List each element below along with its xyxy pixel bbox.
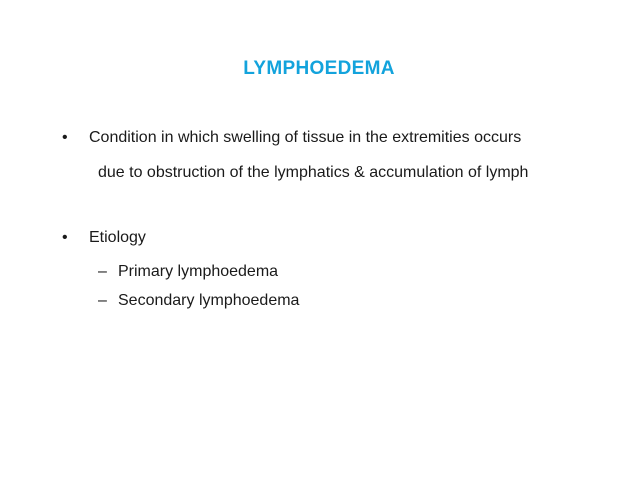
bullet-etiology [62, 228, 146, 248]
subitem-primary [98, 262, 278, 282]
bullet-text: Condition in which swelling of tissue in the extremities occurs [89, 129, 522, 146]
subitem-secondary [98, 291, 299, 311]
bullet-definition [62, 128, 521, 148]
bullet-marker: • [62, 129, 68, 146]
subitem-marker: – [98, 263, 107, 280]
subitem-text: Secondary lymphoedema [118, 292, 300, 309]
subitem-marker: – [98, 292, 107, 309]
bullet-continuation: due to obstruction of the lymphatics & accumulation of lymph [98, 164, 529, 181]
bullet-marker: • [62, 229, 68, 246]
bullet-text: Etiology [89, 229, 146, 246]
subitem-text: Primary lymphoedema [118, 263, 279, 280]
slide-title: LYMPHOEDEMA [243, 58, 395, 79]
